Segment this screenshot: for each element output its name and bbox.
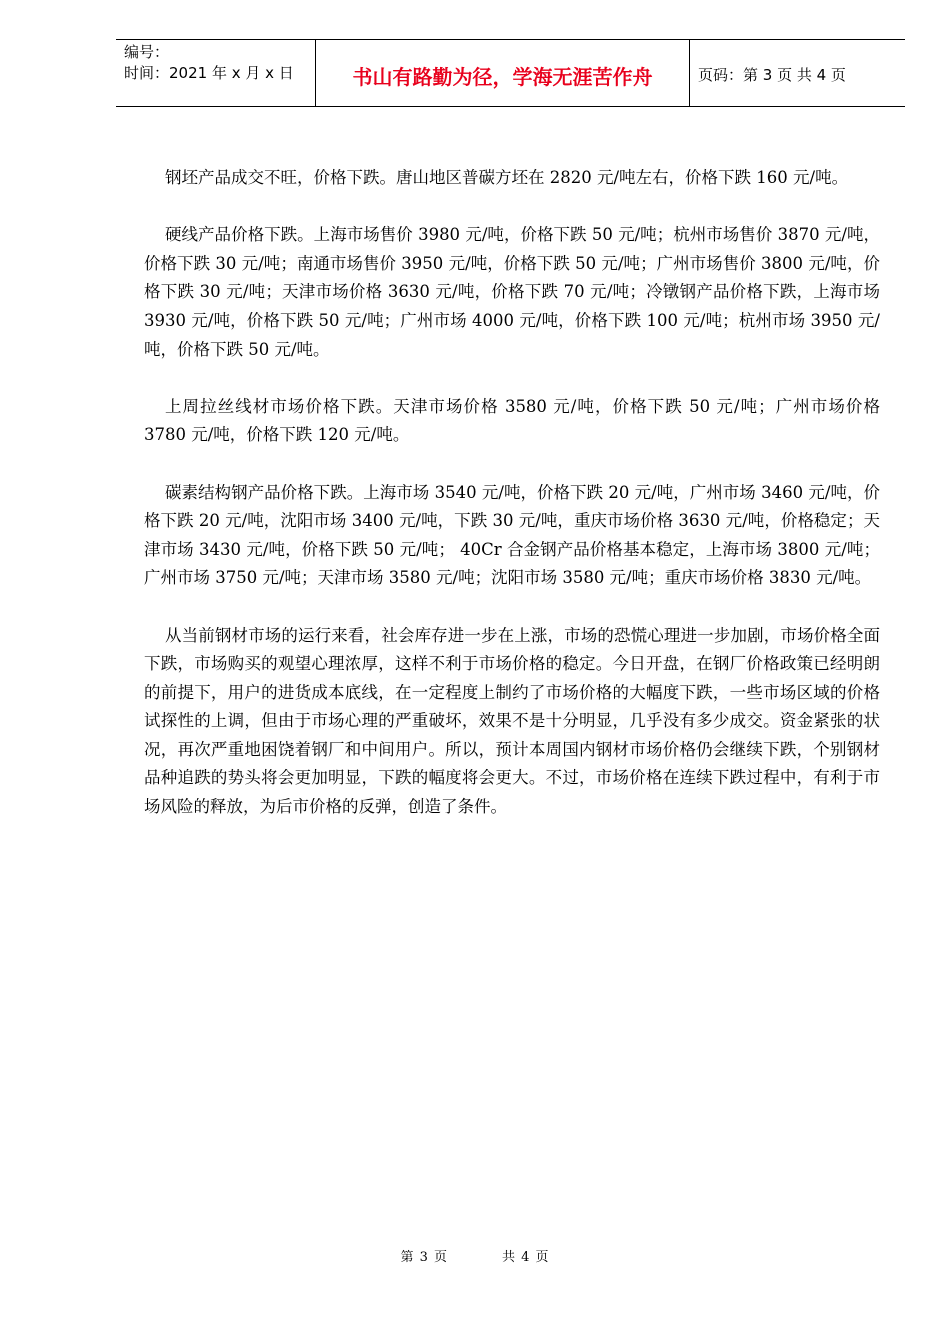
header-meta	[116, 40, 316, 106]
paragraph-carbon-structural-steel: 碳素结构钢产品价格下跌。上海市场 3540 元/吨，价格下跌 20 元/吨，广州市场 3460 元/吨，价格下跌 20 元/吨，沈阳市场 3400 元/吨，下跌 30 元/吨，重庆市场价格 3630 元/吨，价格稳定；天津市场 3430 元/吨，价格下跌 50 元/吨； 40Cr 合金钢产品价格基本稳定，上海市场 3800 元/吨；广州市场 3750 元/吨；天津市场 3580 元/吨；沈阳市场 3580 元/吨；重庆市场价格 3830 元/吨。	[144, 482, 880, 588]
footer-page-total: 共 4 页	[502, 1250, 550, 1265]
paragraph-hard-wire: 硬线产品价格下跌。上海市场售价 3980 元/吨，价格下跌 50 元/吨；杭州市场售价 3870 元/吨，价格下跌 30 元/吨；南通市场售价 3950 元/吨，价格下跌 50 元/吨；广州市场售价 3800 元/吨，价格下跌 30 元/吨；天津市场价格 3630 元/吨，价格下跌 70 元/吨；冷镦钢产品价格下跌，上海市场 3930 元/吨，价格下跌 50 元/吨；广州市场 4000 元/吨，价格下跌 100 元/吨；杭州市场 3950 元/吨，价格下跌 50 元/吨。	[144, 225, 880, 359]
document-number-label: 编号：	[124, 43, 170, 61]
document-date: 时间：2021 年 x 月 x 日	[124, 64, 294, 82]
page-header	[116, 39, 905, 107]
header-motto: 书山有路勤为径，学海无涯苦作舟	[316, 40, 690, 106]
document-body	[144, 164, 880, 850]
paragraph-market-outlook: 从当前钢材市场的运行来看，社会库存进一步在上涨，市场的恐慌心理进一步加剧，市场价格全面下跌，市场购买的观望心理浓厚，这样不利于市场价格的稳定。今日开盘，在钢厂价格政策已经明朗的前提下，用户的进货成本底线，在一定程度上制约了市场价格的大幅度下跌，一些市场区域的价格试探性的上调，但由于市场心理的严重破坏，效果不是十分明显，几乎没有多少成交。资金紧张的状况，再次严重地困饶着钢厂和中间用户。所以，预计本周国内钢材市场价格仍会继续下跌，个别钢材品种追跌的势头将会更加明显，下跌的幅度将会更大。不过，市场价格在连续下跌过程中，有利于市场风险的释放，为后市价格的反弹，创造了条件。	[144, 625, 880, 817]
paragraph-billet: 钢坯产品成交不旺，价格下跌。唐山地区普碳方坯在 2820 元/吨左右，价格下跌 160 元/吨。	[164, 168, 849, 187]
paragraph-drawing-wire: 上周拉丝线材市场价格下跌。天津市场价格 3580 元/吨，价格下跌 50 元/吨；广州市场价格 3780 元/吨，价格下跌 120 元/吨。	[144, 396, 880, 445]
footer-page-number: 第 3 页	[400, 1250, 448, 1265]
page-footer	[0, 1246, 950, 1265]
header-page-info: 页码：第 3 页 共 4 页	[698, 65, 846, 84]
